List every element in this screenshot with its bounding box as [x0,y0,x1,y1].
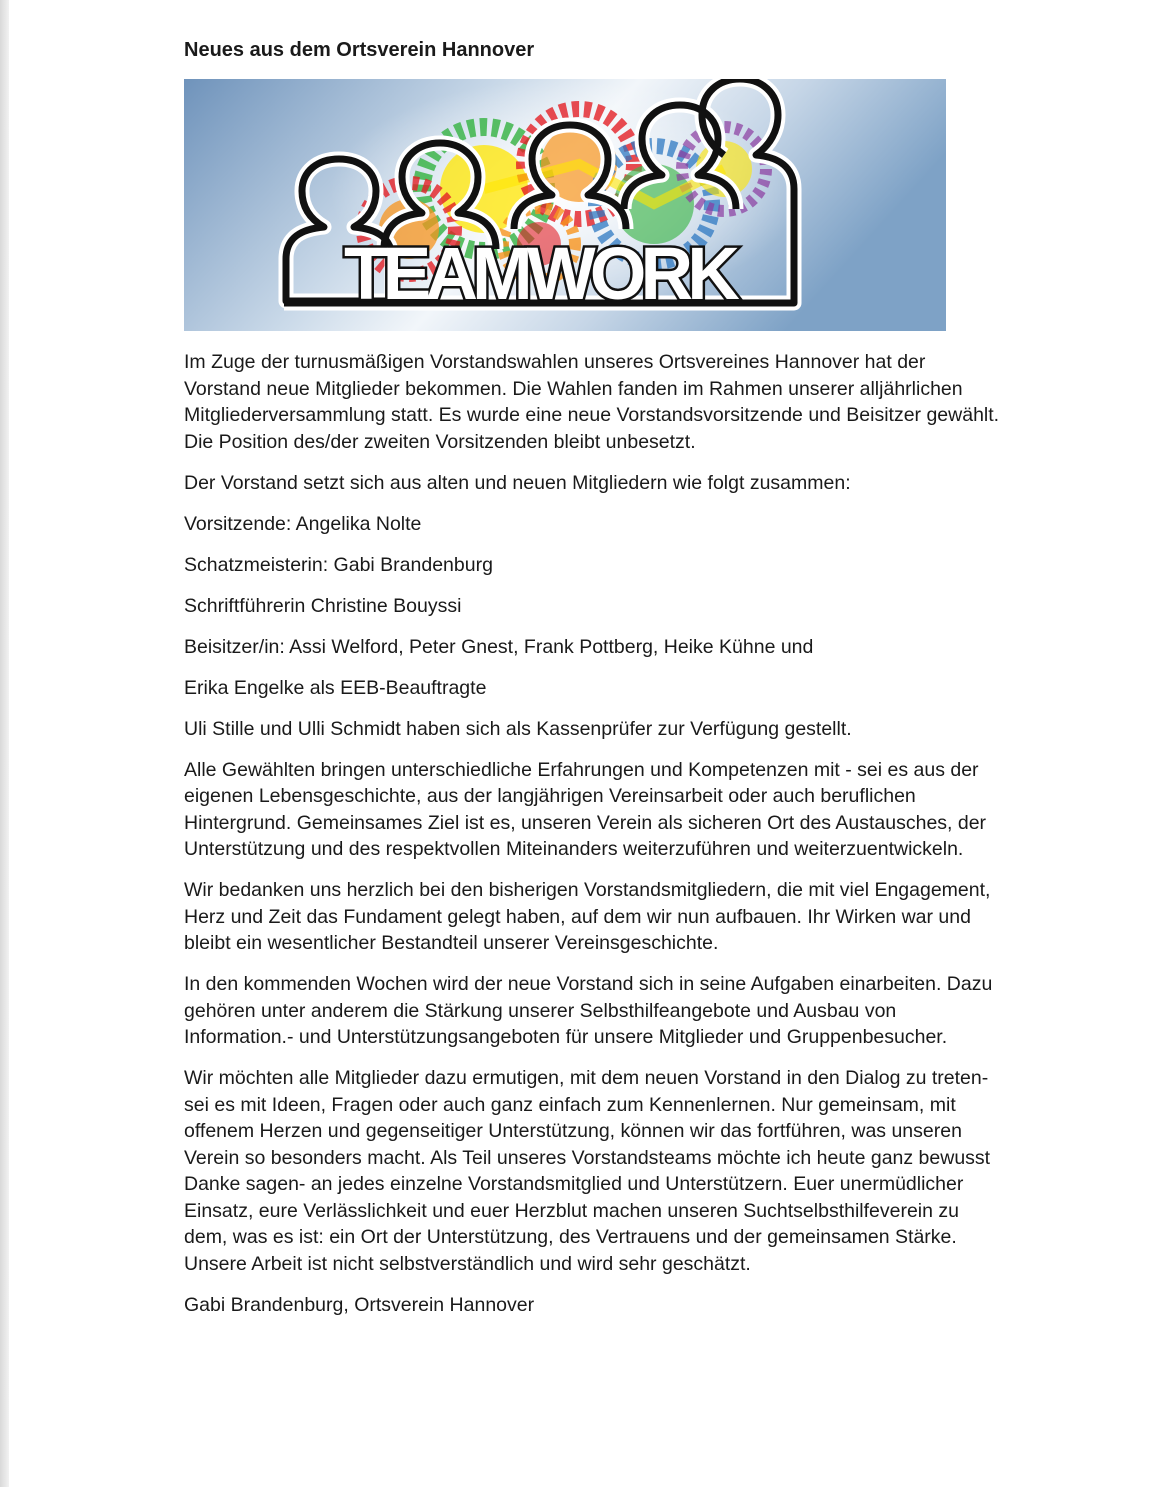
paragraph-chair: Vorsitzende: Angelika Nolte [184,512,422,535]
paragraph-eeb: Erika Engelke als EEB-Beauftragte [184,676,487,699]
article-body [184,349,1004,1318]
teamwork-illustration [184,79,946,331]
paragraph-board-intro: Der Vorstand setzt sich aus alten und neuen Mitgliedern wie folgt zusammen: [184,471,851,494]
teamwork-banner-image [184,79,946,331]
paragraph-thanks: Wir bedanken uns herzlich bei den bisherigen Vorstandsmitgliedern, die mit viel Engagement, Herz und Zeit das Fundament gelegt haben, auf dem wir nun aufbauen. Ihr Wirken war und bleibt ein wesentlicher Bestandteil unserer Vereinsgeschichte. [184,879,991,954]
paragraph-intro: Im Zuge der turnusmäßigen Vorstandswahlen unseres Ortsvereines Hannover hat der Vorstand neue Mitglieder bekommen. Die Wahlen fanden im Rahmen unserer alljährlichen Mitgliederversammlung statt. Es wurde eine neue Vorstandsvorsitzende und Beisitzer gewählt. Die Position des/der zweiten Vorsitzenden bleibt unbesetzt. [184,351,1000,453]
paragraph-auditors: Uli Stille und Ulli Schmidt haben sich als Kassenprüfer zur Verfügung gestellt. [184,717,852,740]
article-heading: Neues aus dem Ortsverein Hannover [184,39,535,61]
paragraph-coming-weeks: In den kommenden Wochen wird der neue Vorstand sich in seine Aufgaben einarbeiten. Dazu gehören unter anderem die Stärkung unserer Selbsthilfeangebote und Ausbau von Information.- und Unterstützungsangeboten für unsere Mitglieder und Gruppenbesucher. [184,973,993,1048]
document-page [184,36,1004,1318]
paragraph-assessors: Beisitzer/in: Assi Welford, Peter Gnest, Frank Pottberg, Heike Kühne und [184,635,814,658]
paragraph-encouragement: Wir möchten alle Mitglieder dazu ermutigen, mit dem neuen Vorstand in den Dialog zu treten-sei es mit Ideen, Fragen oder auch ganz einfach zum Kennenlernen. Nur gemeinsam, mit offenem Herzen und gegenseitiger Unterstützung, können wir das fortführen, was unseren Verein so besonders macht. Als Teil unseres Vorstandsteams möchte ich heute ganz bewusst Danke sagen- an jedes einzelne Vorstandsmitglied und Unterstützern. Euer unermüdlicher Einsatz, eure Verlässlichkeit und euer Herzblut machen unseren Suchtselbsthilfeverein zu dem, was es ist: ein Ort der Unterstützung, des Vertrauens und der gemeinsamen Stärke. Unsere Arbeit ist nicht selbstverständlich und wird sehr geschätzt. [184,1067,991,1275]
paragraph-treasurer: Schatzmeisterin: Gabi Brandenburg [184,553,493,576]
paragraph-secretary: Schriftführerin Christine Bouyssi [184,594,462,617]
signature-line: Gabi Brandenburg, Ortsverein Hannover [184,1293,535,1316]
teamwork-wordmark: TEAMWORK [344,232,740,315]
page-edge-shadow [0,0,9,1487]
paragraph-experience: Alle Gewählten bringen unterschiedliche Erfahrungen und Kompetenzen mit - sei es aus der eigenen Lebensgeschichte, aus der langjährigen Vereinsarbeit oder auch beruflichen Hintergrund. Gemeinsames Ziel ist es, unseren Verein als sicheren Ort des Austausches, der Unterstützung und des respektvollen Miteinanders weiterzuführen und weiterzuentwickeln. [184,758,987,860]
